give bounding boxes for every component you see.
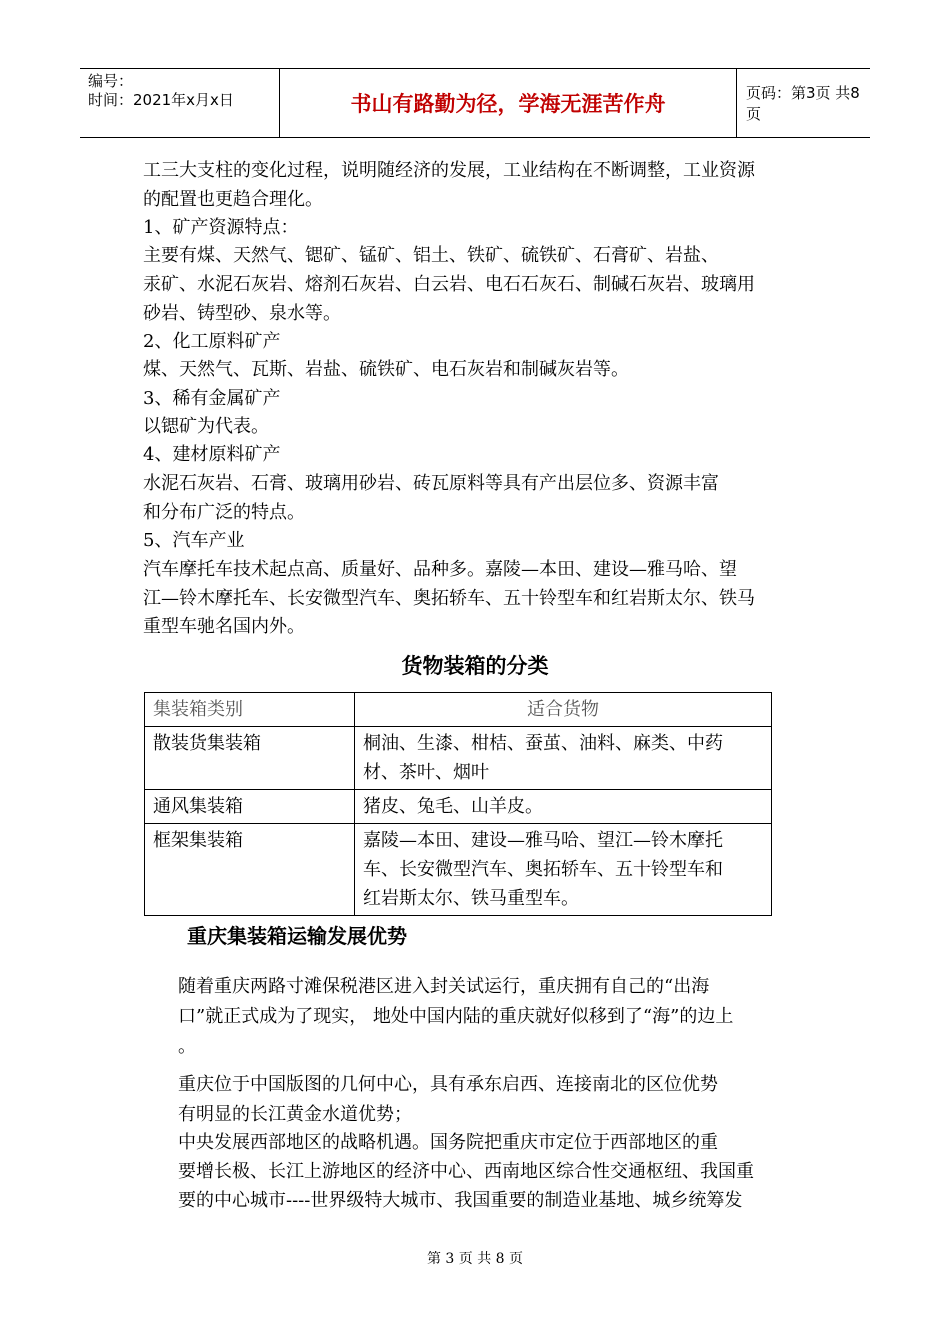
body-line: 汞矿、水泥石灰岩、熔剂石灰岩、白云岩、电石石灰石、制碱石灰岩、玻璃用 xyxy=(143,274,755,295)
table-row xyxy=(145,727,772,790)
cargo-table xyxy=(144,692,772,916)
body-line: 主要有煤、天然气、锶矿、锰矿、铝土、铁矿、硫铁矿、石膏矿、岩盐、 xyxy=(143,245,719,266)
section-line: 要增长极、长江上游地区的经济中心、西南地区综合性交通枢纽、我国重 xyxy=(178,1161,754,1182)
header-page-label: 页码：第3页 共8页 xyxy=(746,84,860,123)
table-header-cell: 集装箱类别 xyxy=(145,693,355,727)
body-line: 砂岩、铸型砂、泉水等。 xyxy=(143,303,341,324)
body-line: 5、汽车产业 xyxy=(143,530,245,551)
body-line: 工三大支柱的变化过程，说明随经济的发展，工业结构在不断调整，工业资源 xyxy=(143,160,755,181)
page-header xyxy=(80,68,870,138)
section-line: 随着重庆两路寸滩保税港区进入封关试运行，重庆拥有自己的“出海 xyxy=(178,976,710,997)
table-cell-goods xyxy=(355,727,772,790)
body-line: 汽车摩托车技术起点高、质量好、品种多。嘉陵—本田、建设—雅马哈、望 xyxy=(143,559,737,580)
section-line: 有明显的长江黄金水道优势； xyxy=(178,1104,412,1125)
body-line: 重型车驰名国内外。 xyxy=(143,616,305,637)
section-line: 口”就正式成为了现实， 地处中国内陆的重庆就好似移到了“海”的边上 xyxy=(178,1006,734,1027)
section-line: 重庆位于中国版图的几何中心，具有承东启西、连接南北的区位优势 xyxy=(178,1074,718,1095)
date-label: 时间：2021年x月x日 xyxy=(88,91,234,109)
section-line: 要的中心城市----世界级特大城市、我国重要的制造业基地、城乡统筹发 xyxy=(178,1190,743,1211)
table-header-row xyxy=(145,693,772,727)
table-cell-type: 散装货集装箱 xyxy=(145,727,355,790)
body-line: 4、建材原料矿产 xyxy=(143,444,281,465)
body-line: 3、稀有金属矿产 xyxy=(143,388,281,409)
goods-line: 猪皮、兔毛、山羊皮。 xyxy=(363,796,543,817)
section-heading: 重庆集装箱运输发展优势 xyxy=(187,924,407,948)
body-line: 煤、天然气、瓦斯、岩盐、硫铁矿、电石灰岩和制碱灰岩等。 xyxy=(143,359,629,380)
table-cell-goods xyxy=(355,824,772,916)
page-footer: 第 3 页 共 8 页 xyxy=(426,1251,524,1267)
section-line: 。 xyxy=(178,1036,196,1057)
table-title: 货物装箱的分类 xyxy=(401,654,549,678)
header-meta xyxy=(80,69,280,137)
goods-line: 车、长安微型汽车、奥拓轿车、五十铃型车和 xyxy=(363,859,723,880)
body-line: 1、矿产资源特点： xyxy=(143,217,299,238)
table-header-cell: 适合货物 xyxy=(355,693,772,727)
goods-line: 桐油、生漆、柑桔、蚕茧、油料、麻类、中药 xyxy=(363,733,723,754)
body-line: 以锶矿为代表。 xyxy=(143,416,269,437)
body-line: 和分布广泛的特点。 xyxy=(143,502,305,523)
body-line: 的配置也更趋合理化。 xyxy=(143,189,323,210)
number-label: 编号： xyxy=(88,72,134,90)
body-line: 水泥石灰岩、石膏、玻璃用砂岩、砖瓦原料等具有产出层位多、资源丰富 xyxy=(143,473,719,494)
table-cell-goods xyxy=(355,790,772,824)
goods-line: 材、茶叶、烟叶 xyxy=(363,762,489,783)
section-line: 中央发展西部地区的战略机遇。国务院把重庆市定位于西部地区的重 xyxy=(178,1132,718,1153)
header-motto: 书山有路勤为径，学海无涯苦作舟 xyxy=(280,69,737,137)
body-line: 江—铃木摩托车、长安微型汽车、奥拓轿车、五十铃型车和红岩斯太尔、铁马 xyxy=(143,588,755,609)
table-row xyxy=(145,790,772,824)
body-line: 2、化工原料矿产 xyxy=(143,331,281,352)
goods-line: 红岩斯太尔、铁马重型车。 xyxy=(363,888,579,909)
table-cell-type: 框架集装箱 xyxy=(145,824,355,916)
table-row xyxy=(145,824,772,916)
table-cell-type: 通风集装箱 xyxy=(145,790,355,824)
goods-line: 嘉陵—本田、建设—雅马哈、望江—铃木摩托 xyxy=(363,830,723,851)
